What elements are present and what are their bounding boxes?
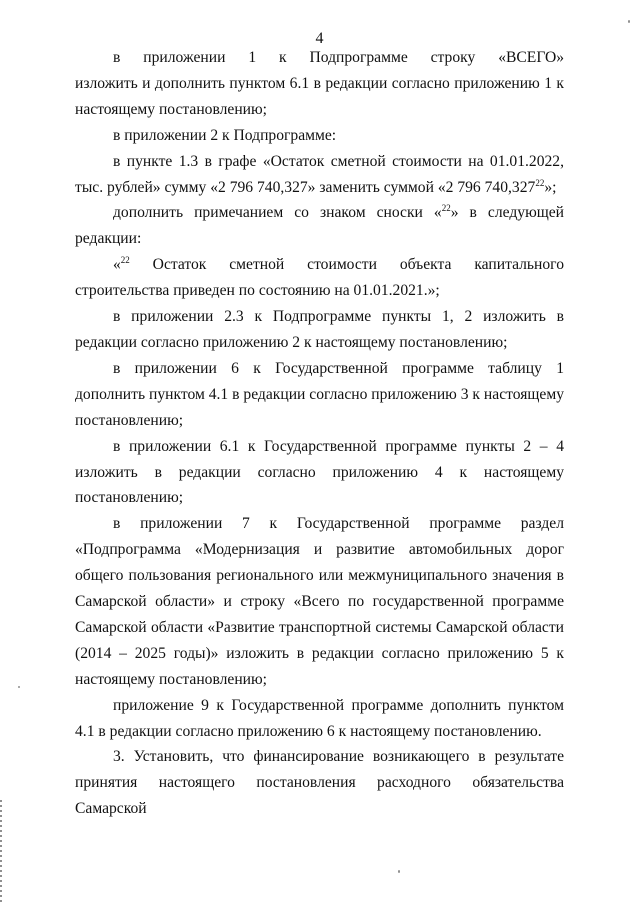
paragraph-appendix-2-intro: в приложении 2 к Подпрограмме:: [113, 126, 337, 144]
paragraph-appendix-7-line-1: в приложении 7 к Государственной программе раздел: [113, 515, 564, 533]
paragraph-footnote-open: «: [113, 256, 121, 274]
paragraph-appendix-1-cont: [75, 71, 564, 123]
paragraph-appendix-1-line-2: изложить и дополнить пунктом 6.1 в редакции согласно приложению 1 к: [75, 74, 564, 92]
scan-speck: [398, 870, 400, 873]
paragraph-appendix-7-cont: «Подпрограмма «Модернизация и развитие автомобильных дорог общего пользования регионального или межмуниципального значения в Самарской области» и строку «Всего по государственной программе Самарской области «Развитие транспортной системы Самарской области (2014 – 2025 годы)» изложить в редакции согласно приложению 5 к настоящему постановлению;: [75, 541, 564, 688]
paragraph-appendix-9: приложение 9 к Государственной программе дополнить пунктом 4.1 в редакции согласно приложению 6 к настоящему постановлению.: [75, 696, 564, 740]
paragraph-clause-3: 3. Установить, что финансирование возникающего в результате принятия настоящего постановления расходного обязательства Самарской: [75, 748, 564, 818]
scan-edge-mark: [0, 800, 2, 905]
paragraph-item-1-3: [75, 149, 564, 201]
scan-speck: [628, 20, 630, 23]
paragraph-add-note: [75, 200, 564, 252]
footnote-mark: 22: [120, 255, 130, 266]
page-number: 4: [315, 30, 324, 47]
paragraph-item-1-3-tail: »;: [544, 178, 557, 196]
paragraph-footnote-body: Остаток сметной стоимости объекта капитального строительства приведен по состоянию на 01.01.2021.»;: [75, 256, 564, 300]
paragraph-add-note-tail: » в следующей редакции:: [75, 204, 565, 248]
paragraph-item-1-3-text: в пункте 1.3 в графе «Остаток сметной стоимости на 01.01.2022, тыс. рублей» сумму «2 796 740,327» заменить суммой «2 796 740,327: [75, 152, 564, 196]
footnote-mark: 22: [441, 203, 451, 214]
paragraph-footnote-text: [75, 252, 564, 304]
paragraph-appendix-1-line-3: настоящему постановлению;: [75, 100, 268, 118]
paragraph-add-note-text: дополнить примечанием со знаком сноски «: [113, 204, 442, 222]
paragraph-appendix-2-3: в приложении 2.3 к Подпрограмме пункты 1, 2 изложить в редакции согласно приложению 2 к настоящему постановлению;: [75, 308, 564, 351]
document-body: [75, 45, 564, 822]
paragraph-appendix-1-line-1: в приложении 1 к Подпрограмме строку «ВСЕГО»: [113, 49, 564, 66]
paragraph-appendix-6-1: в приложении 6.1 к Государственной программе пункты 2 – 4 изложить в редакции согласно приложению 4 к настоящему постановлению;: [75, 437, 564, 507]
footnote-mark: 22: [535, 177, 545, 188]
scan-speck: [18, 686, 20, 688]
paragraph-appendix-6: в приложении 6 к Государственной программе таблицу 1 дополнить пунктом 4.1 в редакции согласно приложению 3 к настоящему постановлению;: [75, 359, 564, 429]
